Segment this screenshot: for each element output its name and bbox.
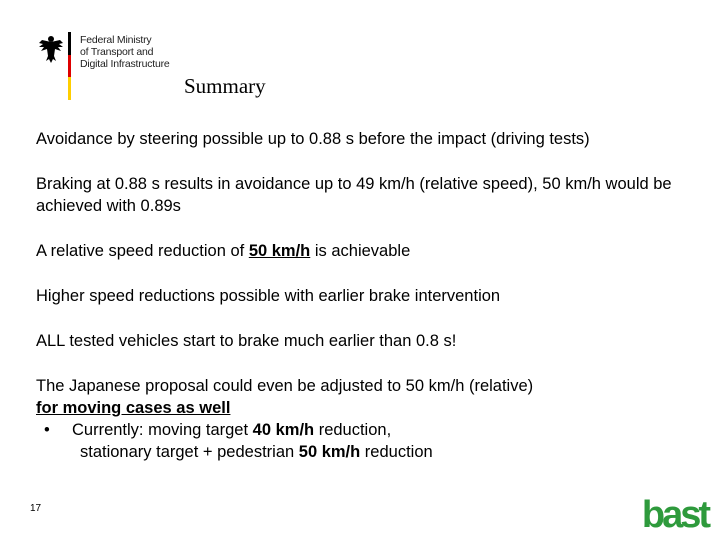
- text-segment: The Japanese proposal could even be adjusted to 50 km/h (relative): [36, 377, 534, 395]
- ministry-line-2: of Transport and: [80, 46, 154, 58]
- emphasis-50kmh-stationary: 50 km/h: [298, 443, 361, 461]
- paragraph-all-vehicles: ALL tested vehicles start to brake much earlier than 0.8 s!: [36, 332, 457, 350]
- text-segment: stationary target + pedestrian: [80, 443, 299, 461]
- paragraph-speed-reduction: [36, 240, 696, 262]
- ministry-name: [80, 34, 170, 70]
- bast-logo: bast: [641, 494, 708, 536]
- paragraph-steering: Avoidance by steering possible up to 0.88 s before the impact (driving tests): [36, 130, 590, 148]
- ministry-logo: [38, 30, 188, 102]
- emphasis-40kmh: 40 km/h: [252, 421, 315, 439]
- text-segment: Currently: moving target: [72, 421, 253, 439]
- federal-eagle-icon: [38, 34, 64, 64]
- paragraph-japanese-proposal: [36, 375, 696, 419]
- slide-body: [36, 128, 696, 463]
- paragraph-higher-reductions: Higher speed reductions possible with earlier brake intervention: [36, 287, 501, 305]
- ministry-line-3: Digital Infrastructure: [80, 58, 170, 70]
- bullet-icon: •: [44, 421, 50, 439]
- text-segment: A relative speed reduction of: [36, 242, 249, 260]
- text-segment: reduction: [360, 443, 433, 461]
- text-segment: reduction,: [314, 421, 392, 439]
- text-segment: is achievable: [310, 242, 411, 260]
- emphasis-50kmh: 50 km/h: [248, 242, 311, 260]
- german-flag-bar: [68, 32, 71, 100]
- paragraph-braking: Braking at 0.88 s results in avoidance up to 49 km/h (relative speed), 50 km/h would be achieved with 0.89s: [36, 175, 672, 215]
- emphasis-moving-cases: for moving cases as well: [36, 399, 231, 417]
- bullet-item-currently: [36, 419, 696, 463]
- ministry-line-1: Federal Ministry: [80, 34, 152, 46]
- slide-title: Summary: [184, 74, 266, 98]
- page-number: 17: [30, 503, 42, 514]
